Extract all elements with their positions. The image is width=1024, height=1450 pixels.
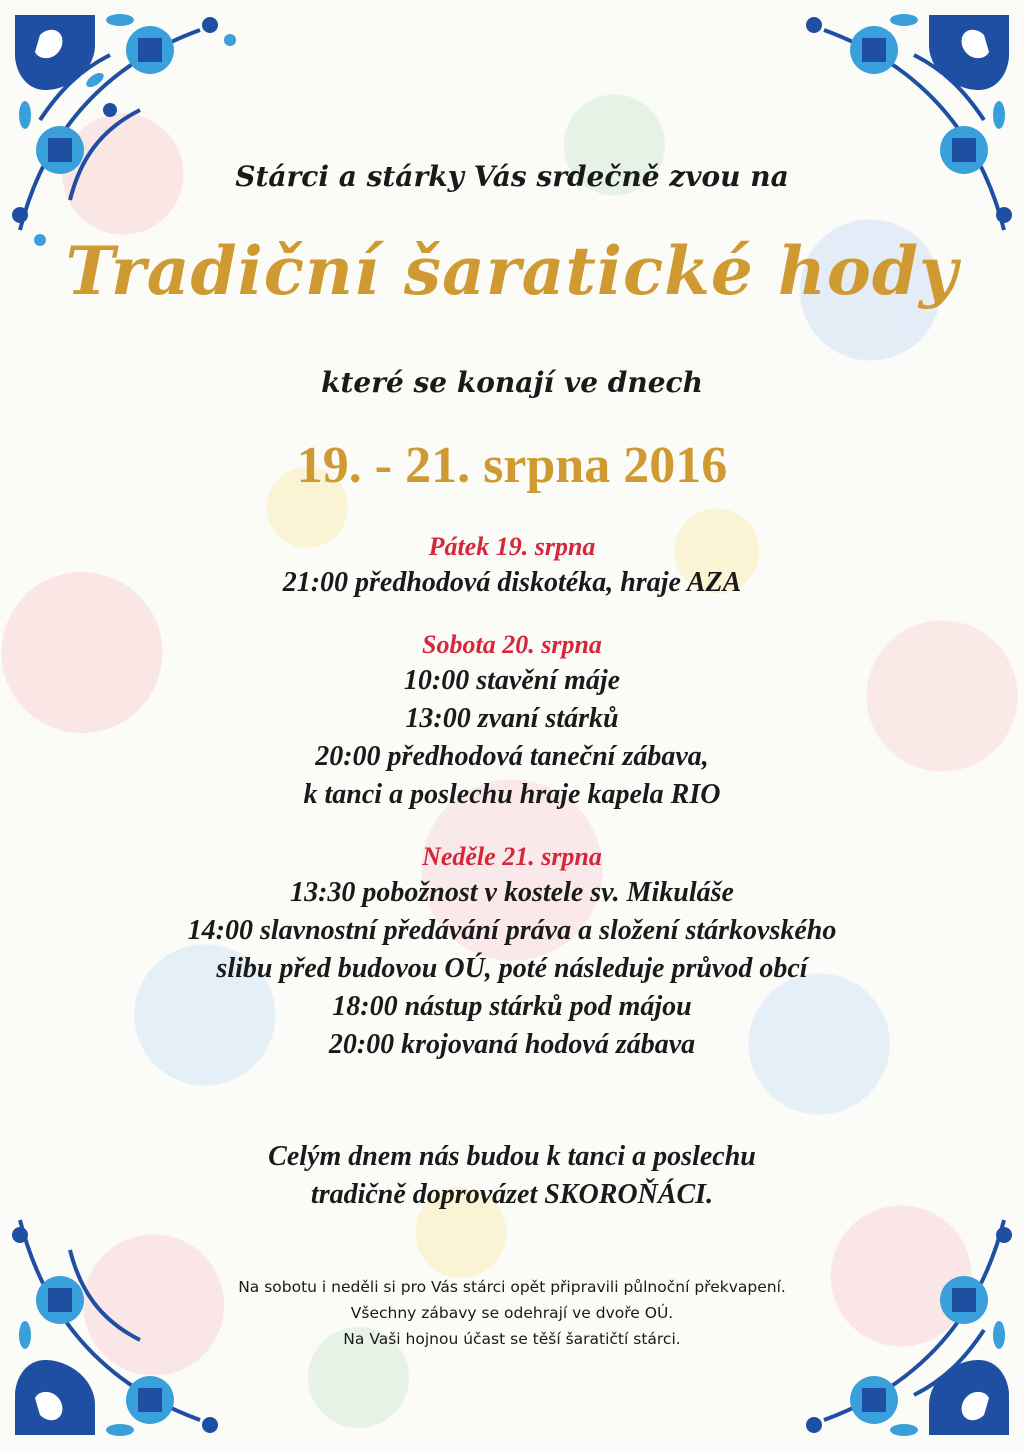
closing-line: Celým dnem nás budou k tanci a poslechu [268,1141,756,1172]
footer-note: Všechny zábavy se odehrají ve dvoře OÚ. [350,1304,674,1322]
schedule-line: k tanci a poslechu hraje kapela RIO [303,779,721,810]
footer-note: Na Vaši hojnou účast se těší šaratičtí stárci. [343,1330,681,1348]
subtitle-line: které se konají ve dnech [321,366,703,399]
intro-line: Stárci a stárky Vás srdečně zvou na [235,160,789,193]
day-sunday [0,840,1024,1064]
folk-ornament-top-left [0,0,260,260]
schedule-line: 14:00 slavnostní předávání práva a složení stárkovského [187,915,837,946]
day-title: Pátek 19. srpna [428,532,596,561]
closing-note [0,1138,1024,1214]
schedule [0,530,1024,1090]
event-title: Tradiční šaratické hody [65,232,959,310]
event-dates: 19. - 21. srpna 2016 [296,437,728,494]
schedule-line: 18:00 nástup stárků pod májou [332,991,692,1022]
day-saturday [0,628,1024,814]
schedule-line: 13:00 zvaní stárků [405,703,619,734]
footer-note: Na sobotu i neděli si pro Vás stárci opět připravili půlnoční překvapení. [238,1278,786,1296]
schedule-line: 13:30 pobožnost v kostele sv. Mikuláše [290,877,734,908]
day-friday [0,530,1024,602]
schedule-line: slibu před budovou OÚ, poté následuje průvod obcí [216,953,808,984]
closing-line: tradičně doprovázet SKOROŇÁCI. [310,1179,714,1210]
schedule-line: 21:00 předhodová diskotéka, hraje AZA [282,567,742,598]
footer-notes [0,1274,1024,1352]
day-title: Sobota 20. srpna [422,630,602,659]
folk-ornament-top-right [764,0,1024,260]
schedule-line: 10:00 stavění máje [403,665,621,696]
schedule-line: 20:00 předhodová taneční zábava, [315,741,709,772]
schedule-line: 20:00 krojovaná hodová zábava [328,1029,696,1060]
day-title: Neděle 21. srpna [422,842,602,871]
